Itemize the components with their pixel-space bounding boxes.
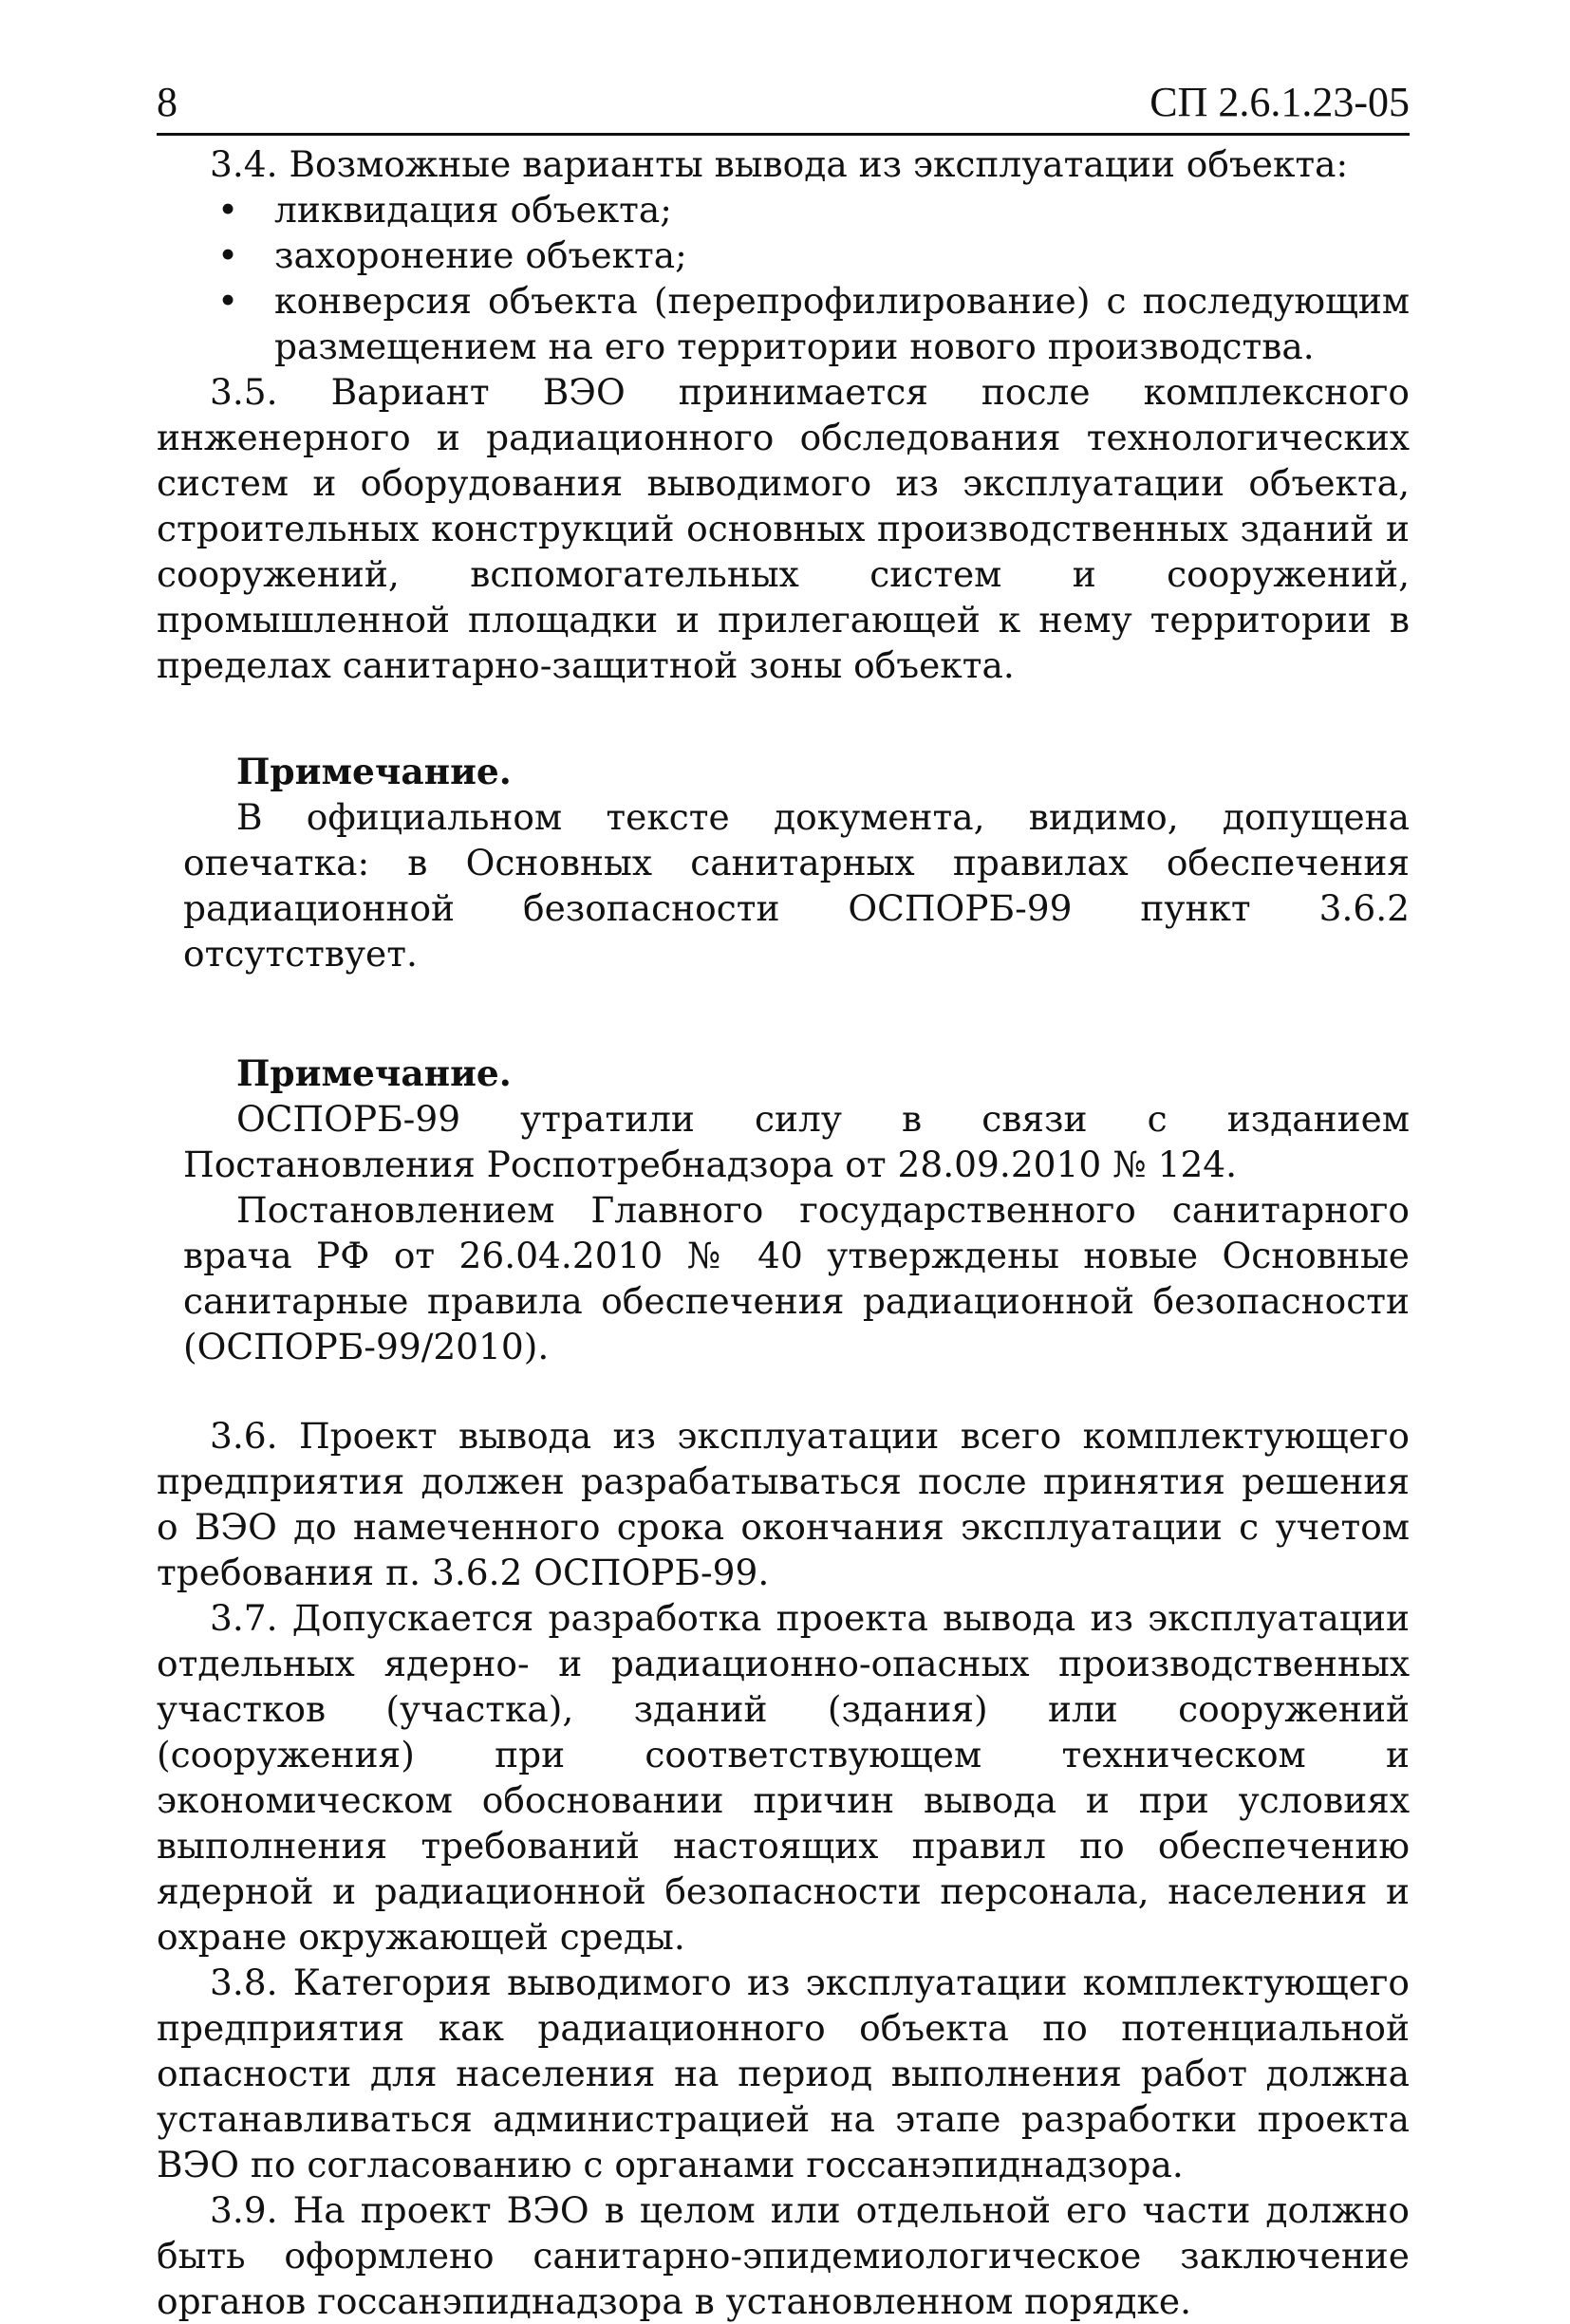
list-item: [157, 278, 1410, 369]
list-item: [157, 187, 1410, 232]
list-item: [157, 232, 1410, 278]
list-item-text: захоронение объекта;: [274, 234, 687, 276]
section-3-8: 3.8. Категория выводимого из эксплуатации комплектующего предприятия как радиационного объекта по потенциальной опасности для населения на период выполнения работ должна устанавливаться администрацией на этапе разработки проекта ВЭО по согласованию с органами госсанэпиднадзора.: [157, 1961, 1410, 2185]
section-3-9: 3.9. На проект ВЭО в целом или отдельной его части должно быть оформлено санитарно-эпидемиологическое заключение органов госсанэпиднадзора в установленном порядке.: [157, 2189, 1410, 2322]
bullet-icon: •: [217, 280, 239, 322]
bullet-icon: •: [217, 234, 239, 276]
page-header: [157, 76, 1410, 136]
note-title: Примечание.: [236, 751, 512, 792]
note-text: В официальном тексте документа, видимо, допущена опечатка: в Основных санитарных правилах обеспечения радиационной безопасности ОСПОРБ-99 пункт 3.6.2 отсутствует.: [183, 796, 1410, 975]
bullet-icon: •: [217, 189, 239, 231]
note-paragraph: Постановлением Главного государственного санитарного врача РФ от 26.04.2010 № 40 утверждены новые Основные санитарные правила обеспечения радиационной безопасности (ОСПОРБ-99/2010).: [183, 1189, 1410, 1367]
list-item-text: конверсия объекта (перепрофилирование) с последующим размещением на его территории нового производства.: [274, 280, 1410, 367]
note-typo: [183, 749, 1410, 976]
section-3-4-intro: 3.4. Возможные варианты вывода из эксплуатации объекта:: [210, 143, 1349, 185]
section-3-6: 3.6. Проект вывода из эксплуатации всего комплектующего предприятия должен разрабатываться после принятия решения о ВЭО до намеченного срока окончания эксплуатации с учетом требования п. 3.6.2 ОСПОРБ-99.: [157, 1415, 1410, 1593]
section-3-7: 3.7. Допускается разработка проекта вывода из эксплуатации отдельных ядерно- и радиационно-опасных производственных участков (участка), зданий (здания) или сооружений (сооружения) при соответствующем техническом и экономическом обосновании причин вывода и при условиях выполнения требований настоящих правил по обеспечению ядерной и радиационной безопасности персонала, населения и охране окружающей среды.: [157, 1597, 1410, 1958]
document-body: [157, 141, 1410, 2324]
section-3-5: 3.5. Вариант ВЭО принимается после комплексного инженерного и радиационного обследования технологических систем и оборудования выводимого из эксплуатации объекта, строительных конструкций основных производственных зданий и сооружений, вспомогательных систем и сооружений, промышленной площадки и прилегающей к нему территории в пределах санитарно-защитной зоны объекта.: [157, 371, 1410, 686]
note-osporb: [183, 1050, 1410, 1369]
note-title: Примечание.: [236, 1052, 512, 1094]
page-number: 8: [157, 79, 178, 125]
document-code: СП 2.6.1.23-05: [1149, 79, 1410, 125]
note-paragraph: ОСПОРБ-99 утратили силу в связи с изданием Постановления Роспотребнадзора от 28.09.2010 № 124.: [183, 1098, 1410, 1185]
decommissioning-options-list: [157, 187, 1410, 369]
list-item-text: ликвидация объекта;: [274, 189, 672, 231]
document-page: [157, 76, 1410, 2322]
